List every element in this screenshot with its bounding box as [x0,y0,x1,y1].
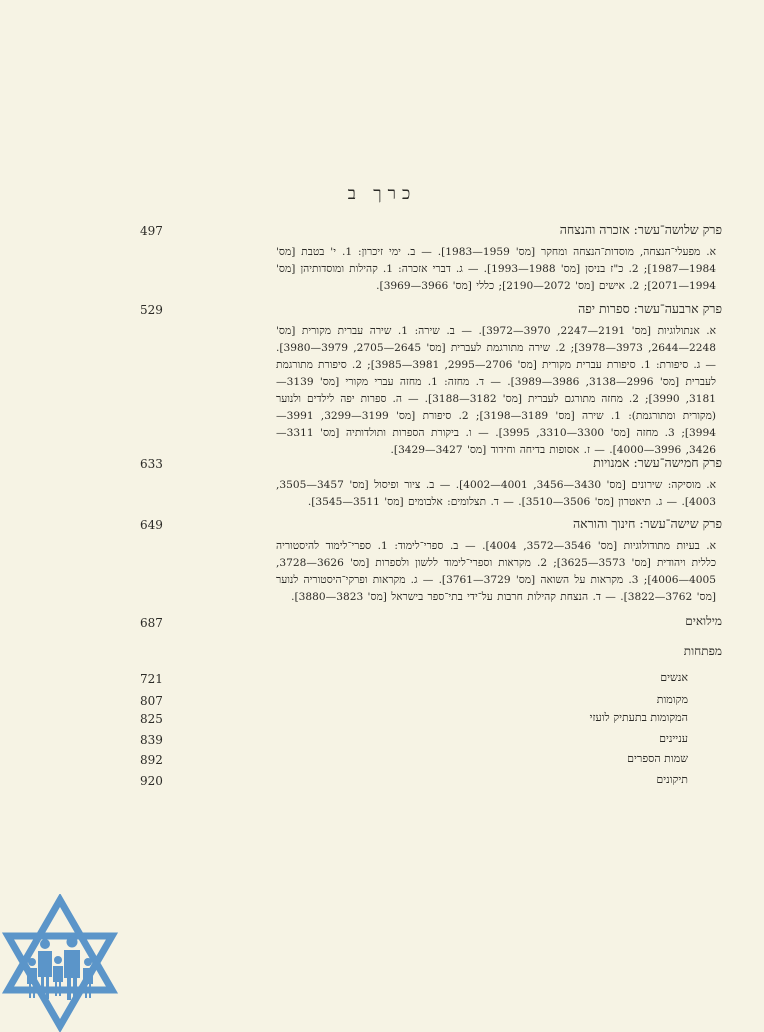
index-label: מקומות [656,693,688,706]
addenda-page-number: 687 [140,616,163,630]
chapter-title: פרק שלושה־עשר: אזכרה והנצחה [559,222,722,237]
index-label: עניינים [659,732,688,745]
index-page-number: 825 [140,712,163,726]
chapter-entry-13 [140,222,722,295]
chapter-title: פרק שישה־עשר: חינוך והוראה [572,516,722,531]
index-label: שמות הספרים [627,752,688,765]
chapter-page-number: 633 [140,457,163,471]
chapter-page-number: 497 [140,224,163,238]
index-label: תיקונים [656,773,688,786]
chapter-title: פרק חמישה־עשר: אמנויות [593,455,722,470]
addenda-label: מילואים [685,614,722,628]
addenda-entry [140,614,722,634]
index-page-number: 892 [140,753,163,767]
chapter-contents: א. בעיות מתודולוגיות [מס' 3546—3572, 4004]. — ב. ספרי־לימוד: 1. ספרי־לימוד להיסטוריה כללית ויהודית [מס' 3573—3625]; 2. מקראות וספרי־לימוד ללשון ולספרות [מס' 3626—3728, 4005—4006]; 3. מקראות על השואה [מס' 3729—3761]. — ג. מקראות ופרקי־היסטוריה לנוער [מס' 3762—3822]. — ד. הנצחת קהילות חרבות על־ידי בתי־ספר בישראל [מס' 3823—3880]. [276,540,716,603]
chapter-contents: א. מוסיקה: שירונים [מס' 3430—3456, 4001—4002]. — ב. ציור ופיסול [מס' 3457—3505, 4003]. — ג. תיאטרון [מס' 3506—3510]. — ד. תצלומים: אלבומים [מס' 3511—3545]. [276,479,716,508]
index-page-number: 721 [140,672,163,686]
index-page-number: 807 [140,694,163,708]
indexes-heading: מפתחות [683,644,722,658]
chapter-page-number: 649 [140,518,163,532]
star-of-david-family-logo-icon [0,894,120,1032]
index-label: אנשים [660,671,688,684]
index-page-number: 839 [140,733,163,747]
volume-title: כרך ב [347,184,417,204]
chapter-entry-15 [140,455,722,511]
chapter-contents: א. מפעלי־הנצחה, מוסדות־הנצחה ומחקר [מס' 1959—1983]. — ב. ימי זיכרון: 1. י' בטבת [מס' 1984—1987]; 2. כ"ז בניסן [מס' 1988—1993]. — ג. דברי אזכרה: 1. קהילות ומוסדותיהן [מס' 1994—2071]; 2. אישים [מס' 2072—2190]; כללי [מס' 3966—3969]. [276,246,716,292]
index-entry [140,711,688,731]
chapter-title: פרק ארבעה־עשר: ספרות יפה [578,301,722,316]
chapter-entry-14 [140,301,722,459]
index-entry [140,773,688,793]
index-entry [140,671,688,691]
index-entry [140,693,688,713]
chapter-contents: א. אנתולוגיות [מס' 2191—2247, 3970—3972]. — ב. שירה: 1. שירה עברית מקורית [מס' 2248—2644, 3973—3978]; 2. שירה מתורגמת לעברית [מס' 2645—2705, 3979—3980]. — ג. סיפורת: 1. סיפורת עברית מקורית [מס' 2706—2995, 3981—3985]; 2. סיפורת מתורגמת לעברית [מס' 2996—3138, 3986—3989]. — ד. מחזה: 1. מחזה עברי מקורי [מס' 3139—3181, 3990]; 2. מחזה מתורגם לעברית [מס' 3182—3188]. — ה. ספרות יפה לילדים ולנוער (מקורית ומתורגמת): 1. שירה [מס' 3189—3198]; 2. סיפורת [מס' 3199—3299, 3991—3994]; 3. מחזה [מס' 3300—3310, 3995]. — ו. ביקורת הספרות ותולדותיה [מס' 3311—3426, 3996—4000]. — ז. אסופות בדיחה וחידוד [מס' 3427—3429]. [276,325,716,456]
chapter-entry-16 [140,516,722,606]
index-label: המקומות בתעתיק לועזי [589,711,688,724]
index-entry [140,732,688,752]
chapter-page-number: 529 [140,303,163,317]
index-entry [140,752,688,772]
index-page-number: 920 [140,774,163,788]
